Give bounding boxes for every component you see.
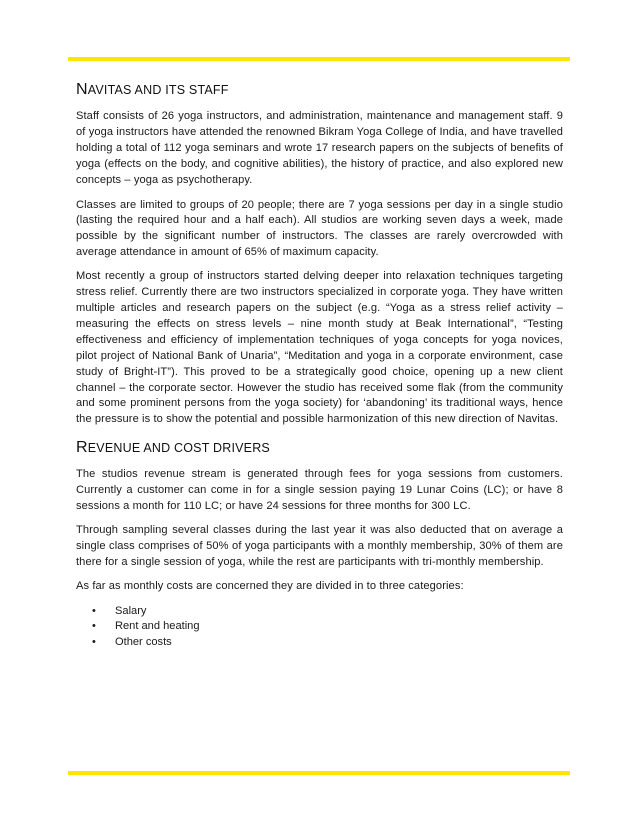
paragraph-revenue-stream: The studios revenue stream is generated through fees for yoga sessions from customers. Currently a customer can come in for a single session paying 19 Lunar Coins (LC); or have 8 sessions a month for 110 LC; or have 24 sessions for three months for 300 LC.: [76, 468, 563, 513]
bullet-icon: •: [92, 604, 96, 617]
cost-categories-list: [76, 604, 563, 652]
page-content: [76, 80, 563, 651]
bottom-yellow-rule: [68, 771, 570, 775]
heading-rest: EVENUE AND COST DRIVERS: [87, 441, 270, 456]
bullet-icon: •: [92, 620, 96, 633]
heading-initial: N: [76, 81, 88, 98]
list-item-label: Other costs: [115, 636, 172, 649]
list-item-label: Rent and heating: [115, 620, 200, 633]
top-yellow-rule: [68, 57, 570, 61]
section-heading-navitas-staff: [76, 80, 563, 100]
paragraph-staff: Staff consists of 26 yoga instructors, and administration, maintenance and management staff. 9 of yoga instructors have attended the renowned Bikram Yoga College of India, and have travelled holding a total of 112 yoga seminars and wrote 17 research papers on the subjects of benefits of yoga (effects on the body, and cognitive abilities), the history of practice, and also explored new concepts – yoga as psychotherapy.: [76, 110, 563, 186]
paragraph-sampling: Through sampling several classes during the last year it was also deducted that on average a single class comprises of 50% of yoga participants with a monthly membership, 30% of them are there for a single session of yoga, while the rest are participants with tri-monthly membership.: [76, 523, 563, 568]
list-item: [92, 635, 563, 651]
heading-rest: AVITAS AND ITS STAFF: [87, 83, 229, 97]
paragraph-corporate-yoga: Most recently a group of instructors started delving deeper into relaxation techniques targeting stress relief. Currently there are two instructors specialized in corporate yoga. They have written multiple articles and research papers on the subject (e.g. “Yoga as a stress relief activity – measuring the effects on stress levels – nine month study at Beak International”, “Testing effectiveness and efficiency of implementation techniques of yoga concepts for yoga novices, pilot project of National Bank of Unaria”, “Meditation and yoga in a corporate environment, case study of Bright-IT”). This proved to be a strategically good choice, opening up a new client channel – the corporate sector. However the studio has received some flak (from the community and some prominent persons from the yoga society) for ‘abandoning’ its traditional ways, hence the pressure is to show the potential and possible harmonization of this new direction of Navitas.: [76, 270, 563, 426]
paragraph-classes: Classes are limited to groups of 20 people; there are 7 yoga sessions per day in a single studio (lasting the required hour and a half each). All studios are working seven days a week, made possible by the significant number of instructors. The classes are rarely overcrowded with average attendance in amount of 65% of maximum capacity.: [76, 198, 563, 259]
paragraph-monthly-costs: As far as monthly costs are concerned they are divided in to three categories:: [76, 579, 464, 592]
list-item: [92, 619, 563, 635]
heading-initial: R: [76, 439, 88, 457]
list-item: [92, 604, 563, 620]
bullet-icon: •: [92, 636, 96, 649]
section-heading-revenue-cost: [76, 438, 563, 458]
list-item-label: Salary: [115, 604, 147, 617]
